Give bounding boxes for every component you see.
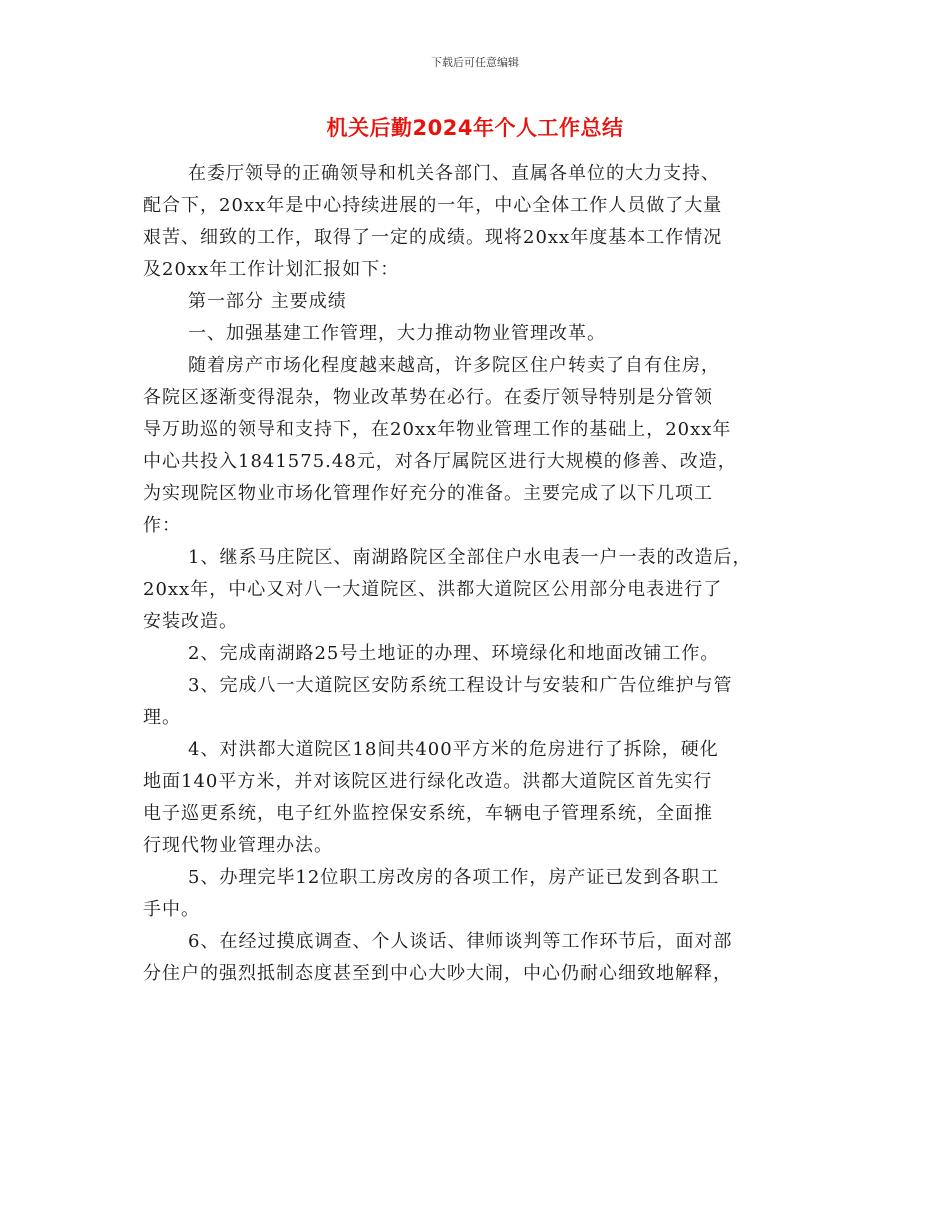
text-line: 电子巡更系统，电子红外监控保安系统，车辆电子管理系统，全面推: [143, 803, 713, 824]
paragraph: [143, 734, 823, 862]
text-line: 配合下，20xx年是中心持续进展的一年，中心全体工作人员做了大量: [143, 195, 723, 216]
text-line: 6、在经过摸底调查、个人谈话、律师谈判等工作环节后，面对部: [188, 931, 733, 952]
text-line: 行现代物业管理办法。: [143, 835, 333, 856]
text-line: 作：: [143, 515, 181, 536]
text-line: 中心共投入1841575.48元，对各厅属院区进行大规模的修善、改造，: [143, 451, 737, 472]
paragraph: [143, 318, 823, 350]
document-body: [143, 158, 823, 990]
text-line: 地面140平方米，并对该院区进行绿化改造。洪都大道院区首先实行: [143, 771, 713, 792]
text-line: 4、对洪都大道院区18间共400平方米的危房进行了拆除，硬化: [188, 739, 719, 760]
text-line: 安装改造。: [143, 611, 238, 632]
paragraph: [143, 926, 823, 990]
paragraph: [143, 158, 823, 286]
text-line: 分住户的强烈抵制态度甚至到中心大吵大闹，中心仍耐心细致地解释，: [143, 963, 732, 984]
text-line: 5、办理完毕12位职工房改房的各项工作，房产证已发到各职工: [188, 867, 720, 888]
text-line: 1、继系马庄院区、南湖路院区全部住户水电表一户一表的改造后，: [188, 547, 752, 568]
text-line: 手中。: [143, 899, 200, 920]
text-line: 第一部分 主要成绩: [188, 291, 347, 312]
text-line: 2、完成南湖路25号土地证的办理、环境绿化和地面改铺工作。: [188, 643, 720, 664]
text-line: 理。: [143, 707, 181, 728]
text-line: 艰苦、细致的工作，取得了一定的成绩。现将20xx年度基本工作情况: [143, 227, 723, 248]
text-line: 一、加强基建工作管理，大力推动物业管理改革。: [188, 323, 606, 344]
text-line: 为实现院区物业市场化管理作好充分的准备。主要完成了以下几项工: [143, 483, 713, 504]
text-line: 3、完成八一大道院区安防系统工程设计与安装和广告位维护与管: [188, 675, 733, 696]
document-title: 机关后勤2024年个人工作总结: [326, 116, 624, 140]
paragraph: [143, 286, 823, 318]
paragraph: [143, 670, 823, 734]
text-line: 导万助巡的领导和支持下，在20xx年物业管理工作的基础上，20xx年: [143, 419, 732, 440]
text-line: 20xx年，中心又对八一大道院区、洪都大道院区公用部分电表进行了: [143, 579, 723, 600]
text-line: 在委厅领导的正确领导和机关各部门、直属各单位的大力支持、: [188, 163, 720, 184]
paragraph: [143, 350, 823, 542]
text-line: 各院区逐渐变得混杂，物业改革势在必行。在委厅领导特别是分管领: [143, 387, 713, 408]
text-line: 及20xx年工作计划汇报如下：: [143, 259, 400, 280]
text-line: 随着房产市场化程度越来越高，许多院区住户转卖了自有住房，: [188, 355, 720, 376]
paragraph: [143, 542, 823, 638]
paragraph: [143, 862, 823, 926]
header-note: 下载后可任意编辑: [431, 56, 519, 69]
paragraph: [143, 638, 823, 670]
